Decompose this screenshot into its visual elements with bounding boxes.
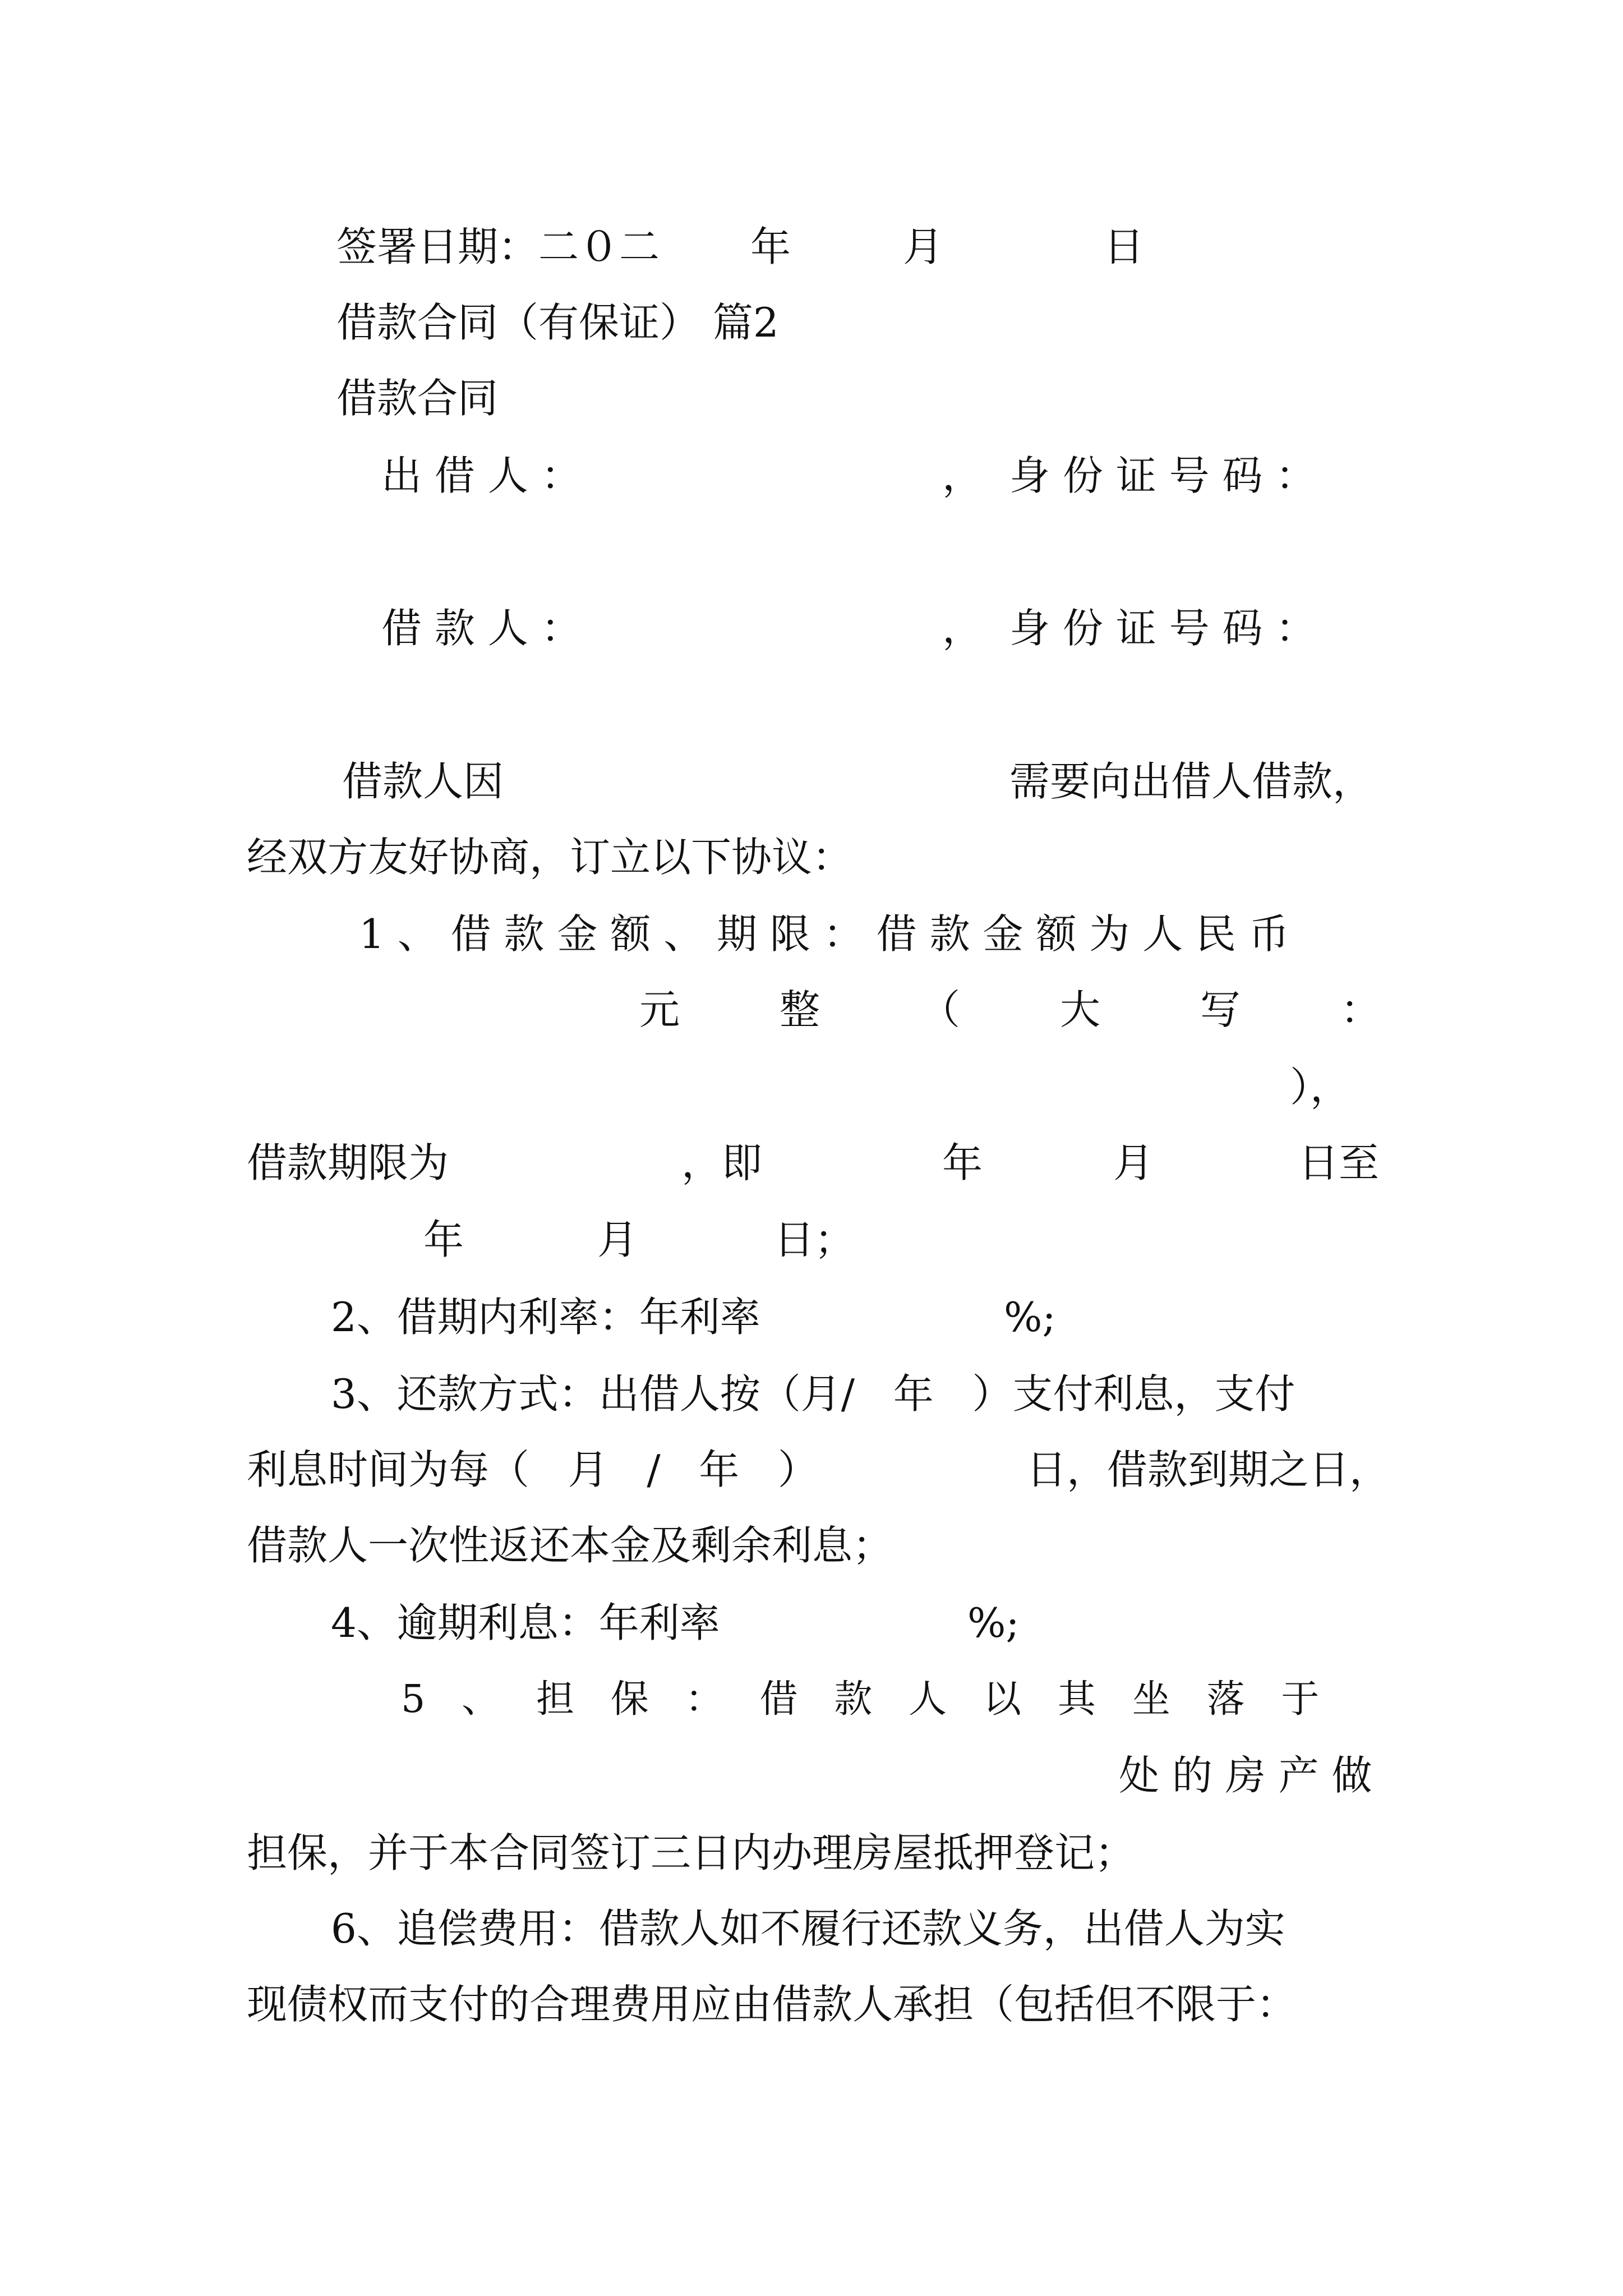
clause1-yuan: 元 [639, 986, 680, 1033]
clause6-line-2 [0, 1971, 1297, 2038]
lender-comma: ， [942, 452, 983, 499]
clause2-label: 2、借期内利率：年利率 [331, 1294, 760, 1341]
clause3-line-2 [0, 1436, 1390, 1503]
clause5-line1-text: 5 、 担 保 ： 借 款 人 以 其 坐 落 于 [401, 1677, 1320, 1722]
clause4-line [0, 1589, 1020, 1657]
borrower-label: 借 款 人 ： [381, 605, 582, 652]
clause3-line3-text: 借款人一次性返还本金及剩余利息； [247, 1522, 893, 1569]
clause1-line-1 [0, 900, 1289, 968]
intro-line2-text: 经双方友好协商，订立以下协议： [247, 834, 853, 881]
clause1-day2: 日； [774, 1216, 855, 1263]
clause1-xie: 写 [1200, 986, 1241, 1033]
clause1-zheng: 整 [780, 986, 820, 1033]
sign-date-label: 签署日期：二０二 [336, 223, 660, 270]
clause1-year2: 年 [423, 1216, 464, 1263]
clause1-line-3 [0, 1053, 1351, 1121]
clause1-line1-text: 1 、 借 款 金 额 、 期 限 ： 借 款 金 额 为 人 民 币 [359, 910, 1289, 958]
sign-date-month: 月 [903, 223, 944, 270]
sign-date-day: 日 [1104, 223, 1145, 270]
clause2-line [0, 1283, 1056, 1351]
clause5-line-3 [0, 1819, 1136, 1887]
clause1-year1: 年 [942, 1139, 983, 1186]
borrower-line [0, 595, 1316, 662]
borrower-id-label: 身 份 证 号 码 ： [1009, 605, 1316, 652]
clause1-rparen: ）， [1290, 1064, 1351, 1111]
clause1-day-to: 日至 [1298, 1139, 1380, 1186]
clause5-line-2 [0, 1742, 1372, 1809]
clause6-line2-text: 现债权而支付的合理费用应由借款人承担（包括但不限于： [247, 1981, 1297, 2028]
contract-title [0, 365, 499, 432]
clause1-line-4 [0, 1129, 1380, 1197]
clause6-line-1 [0, 1895, 1285, 1962]
clause1-line-5 [0, 1206, 855, 1273]
clause1-month2: 月 [597, 1216, 638, 1263]
sign-date-year: 年 [750, 223, 791, 270]
clause5-line2-text: 处 的 房 产 做 [1119, 1752, 1372, 1799]
contract-title-text: 借款合同 [336, 375, 499, 422]
clause3-line2b: 日，借款到期之日， [1026, 1446, 1390, 1493]
clause3-line-1 [0, 1360, 1295, 1428]
intro-part1: 借款人因 [342, 758, 504, 805]
lender-label: 出 借 人 ： [381, 452, 582, 499]
clause3-line2a: 利息时间为每（ 月 / 年 ） [247, 1446, 818, 1493]
lender-line [0, 442, 1316, 509]
clause3-line-3 [0, 1512, 893, 1579]
clause1-ji: ，即 [681, 1139, 763, 1186]
intro-line-2 [0, 823, 853, 891]
section-title-text: 借款合同（有保证） 篇2 [336, 299, 779, 346]
clause1-da: 大 [1060, 986, 1101, 1033]
clause1-month1: 月 [1113, 1139, 1154, 1186]
lender-id-label: 身 份 证 号 码 ： [1009, 452, 1316, 499]
clause1-lparen: （ [920, 986, 961, 1033]
borrower-comma: ， [942, 605, 983, 652]
section-title [0, 289, 779, 356]
clause5-line-1 [0, 1666, 1320, 1733]
clause5-line3-text: 担保，并于本合同签订三日内办理房屋抵押登记； [247, 1829, 1136, 1876]
intro-part2: 需要向出借人借款， [1009, 758, 1373, 805]
clause6-line1-text: 6、追偿费用：借款人如不履行还款义务，出借人为实 [331, 1905, 1285, 1952]
clause1-colon: ： [1340, 986, 1381, 1033]
intro-line-1 [0, 748, 1373, 815]
clause3-line1-text: 3、还款方式：出借人按（月/ 年 ）支付利息，支付 [331, 1370, 1295, 1418]
clause4-pct: %; [967, 1599, 1020, 1646]
clause4-label: 4、逾期利息：年利率 [331, 1599, 720, 1646]
clause2-pct: %; [1004, 1294, 1056, 1341]
clause1-line-2 [0, 976, 1381, 1043]
clause1-term-label: 借款期限为 [247, 1139, 449, 1186]
sign-date-line [0, 213, 1145, 280]
